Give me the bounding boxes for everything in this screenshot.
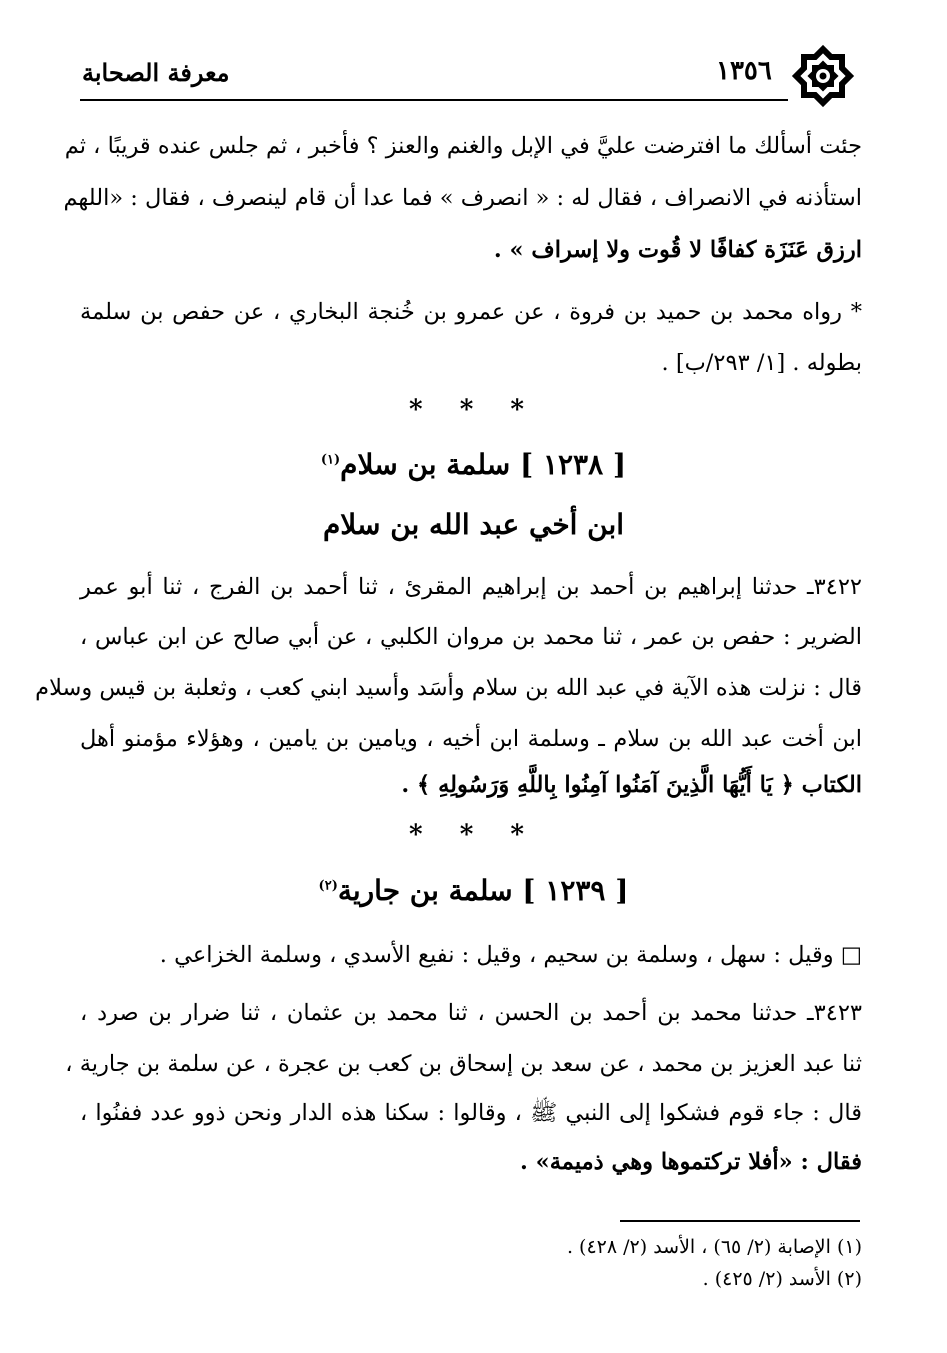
footnote-ref: (١) [320,452,341,468]
section-separator: * * * [409,820,538,850]
entry-heading-text: [ ١٢٣٨ ] سلمة بن سلام [340,448,627,481]
body-line: * رواه محمد بن حميد بن فروة ، عن عمرو بن خُنجة البخاري ، عن حفص بن سلمة [80,299,862,325]
footnote: (٢) الأسد (٢/ ٤٢٥) . [702,1268,862,1290]
header-rule [80,99,788,101]
body-line: قال : جاء قوم فشكوا إلى النبي ﷺ ، وقالوا : سكنا هذه الدار ونحن ذوو عدد ففنُوا ، [80,1100,862,1126]
body-line: قال : نزلت هذه الآية في عبد الله بن سلام وأسَد وأسيد ابني كعب ، وثعلبة بن قيس وسلام [35,675,862,701]
entry-heading [0,448,947,481]
body-line: فقال : «أفلا تركتموها وهي ذميمة» . [520,1149,862,1175]
entry-subheading: ابن أخي عبد الله بن سلام [322,508,625,541]
footnote-ref: (٢) [318,878,338,894]
footnote: (١) الإصابة (٢/ ٦٥) ، الأسد (٢/ ٤٢٨) . [566,1236,862,1258]
page-number: ١٣٥٦ [716,56,772,86]
footnote-rule [620,1220,860,1222]
alias-line: □ وقيل : سهل ، وسلمة بن سحيم ، وقيل : نفيع الأسدي ، وسلمة الخزاعي . [159,942,862,968]
body-line: ثنا عبد العزيز بن محمد ، عن سعد بن إسحاق بن كعب بن عجرة ، عن سلمة بن جارية ، [65,1051,862,1077]
body-line: استأذنه في الانصراف ، فقال له : « انصرف » فما عدا أن قام لينصرف ، فقال : «اللهم [63,185,862,211]
body-line: ٣٤٢٣ـ حدثنا محمد بن أحمد بن الحسن ، ثنا محمد بن عثمان ، ثنا ضرار بن صرد ، [80,1000,862,1026]
body-line: الكتاب ﴿ يَا أَيُّهَا الَّذِينَ آمَنُوا آمِنُوا بِاللَّهِ وَرَسُولِهِ ﴾ . [401,772,862,798]
body-line: ٣٤٢٢ـ حدثنا إبراهيم بن أحمد بن إبراهيم المقرئ ، ثنا أحمد بن الفرج ، ثنا أبو عمر [80,574,862,600]
ornament-icon [785,38,861,114]
body-line: ابن أخت عبد الله بن سلام ـ وسلمة ابن أخيه ، ويامين بن يامين ، وهؤلاء مؤمنو أهل [80,726,862,752]
section-separator: * * * [409,395,538,425]
body-line: بطوله . [١/ ٢٩٣/ب] . [661,350,862,376]
body-line: ارزق عَنَزَة كفافًا لا قُوت ولا إسراف » . [493,237,862,263]
entry-heading [0,874,947,907]
body-line: الضرير : حفص بن عمر ، ثنا محمد بن مروان الكلبي ، عن أبي صالح عن ابن عباس ، [80,624,862,650]
entry-heading-text: [ ١٢٣٩ ] سلمة بن جارية [337,874,629,907]
running-title: معرفة الصحابة [82,58,230,87]
body-line: جئت أسألك ما افترضت عليَّ في الإبل والغنم والعنز ؟ فأخبر ، ثم جلس عنده قريبًا ، ثم [64,133,862,159]
